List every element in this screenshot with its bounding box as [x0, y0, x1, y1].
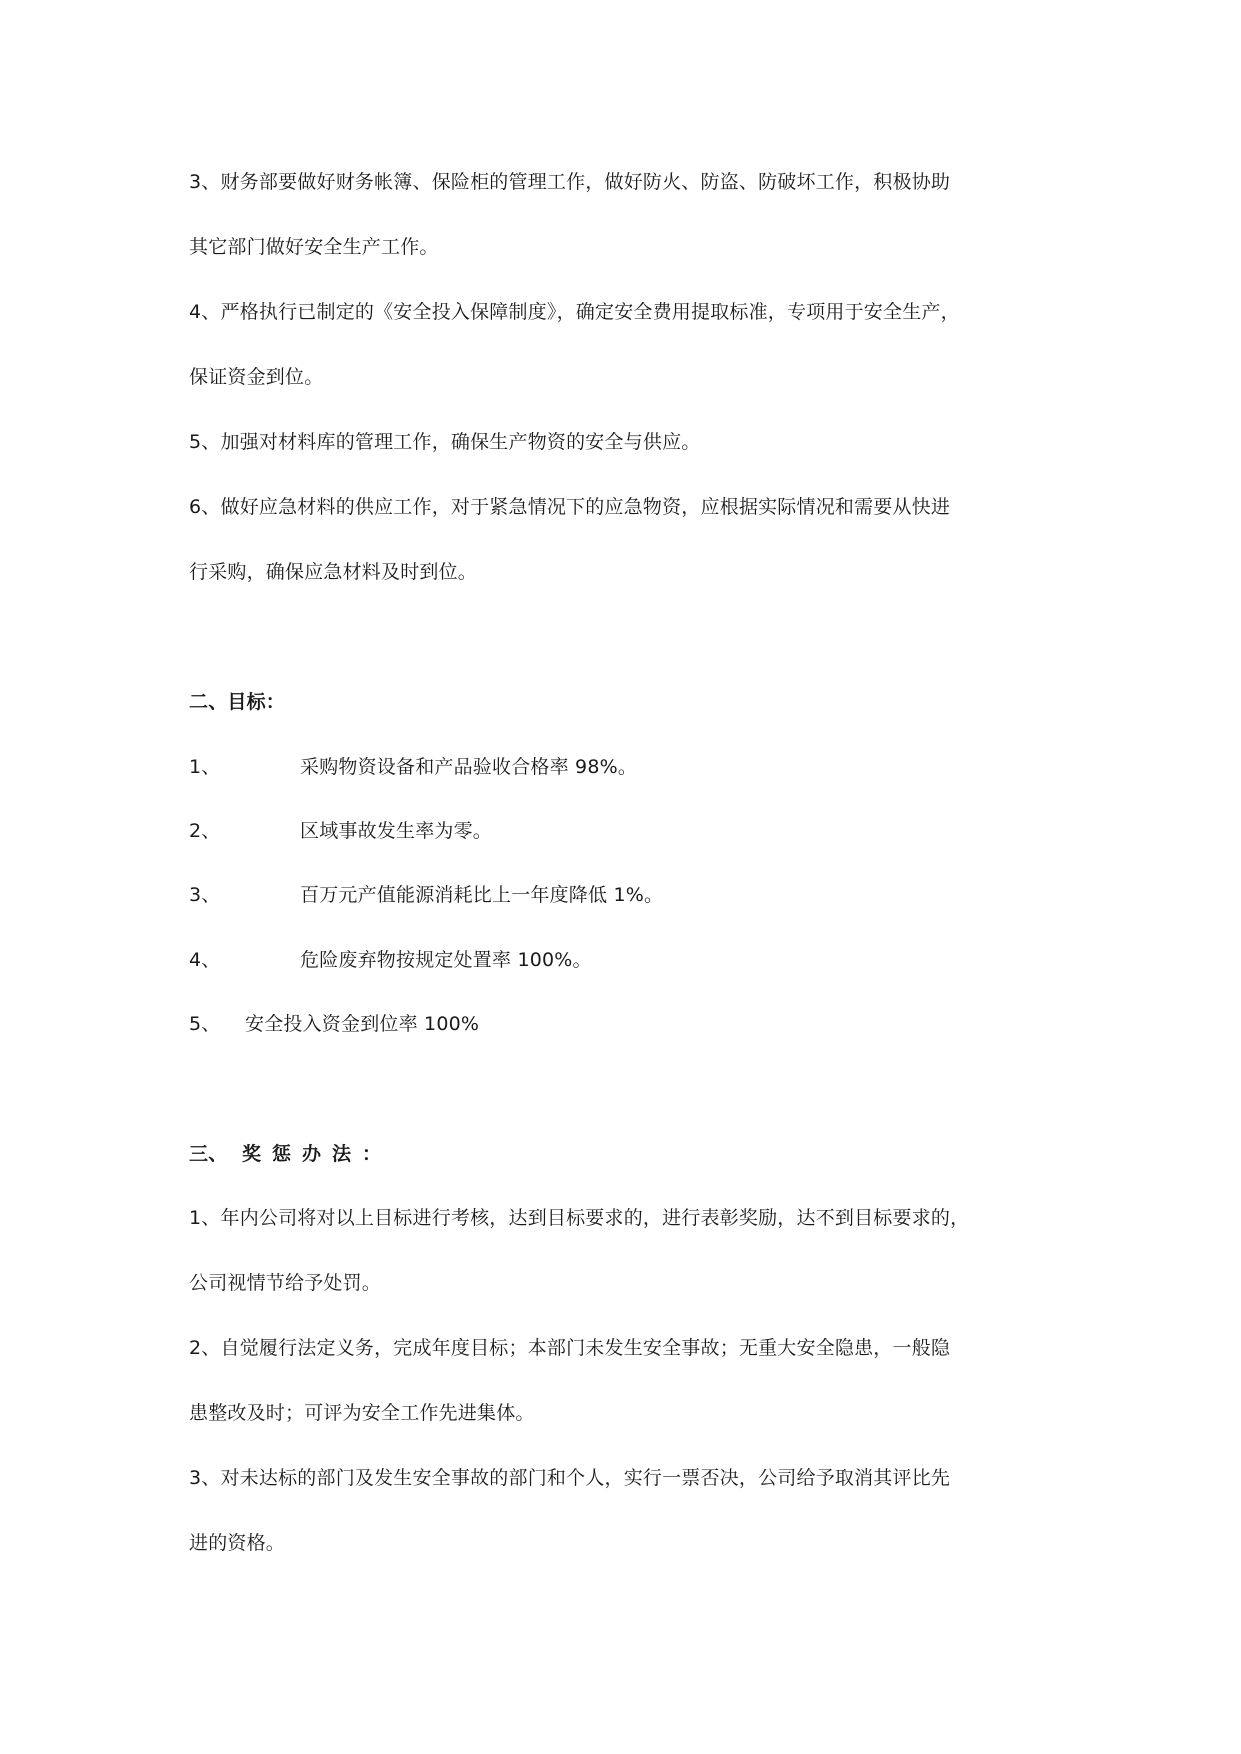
resp-item-5: 5、加强对材料库的管理工作，确保生产物资的安全与供应。	[189, 431, 701, 453]
goal-text: 区域事故发生率为零。	[300, 820, 493, 842]
resp-item-4-line-1: 4、严格执行已制定的《安全投入保障制度》，确定安全费用提取标准，专项用于安全生产，	[189, 301, 960, 323]
resp-item-6-line-1: 6、做好应急材料的供应工作，对于紧急情况下的应急物资，应根据实际情况和需要从快进	[189, 496, 951, 518]
goal-number: 4、	[189, 949, 221, 971]
rewards-heading-number: 三、	[189, 1143, 228, 1165]
goal-text: 采购物资设备和产品验收合格率 98%。	[300, 756, 638, 778]
resp-item-3-line-1: 3、财务部要做好财务帐簿、保险柜的管理工作，做好防火、防盗、防破坏工作，积极协助	[189, 171, 951, 193]
rewards-heading	[189, 1142, 589, 1166]
resp-item-3-line-2: 其它部门做好安全生产工作。	[189, 236, 439, 258]
rewards-heading-text: 奖惩办法：	[242, 1143, 393, 1165]
resp-item-6-line-2: 行采购，确保应急材料及时到位。	[189, 561, 478, 583]
goal-text: 安全投入资金到位率 100%	[245, 1013, 480, 1035]
rewards-item-2-line-2: 患整改及时；可评为安全工作先进集体。	[189, 1402, 535, 1424]
goal-item	[189, 1012, 889, 1036]
goals-heading: 二、目标：	[189, 691, 286, 713]
goal-text: 百万元产值能源消耗比上一年度降低 1%。	[300, 884, 664, 906]
goal-text: 危险废弃物按规定处置率 100%。	[300, 949, 592, 971]
resp-item-4-line-2: 保证资金到位。	[189, 366, 324, 388]
rewards-item-2-line-1: 2、自觉履行法定义务，完成年度目标；本部门未发生安全事故；无重大安全隐患，一般隐	[189, 1337, 951, 1359]
goal-item	[189, 819, 889, 843]
goal-number: 1、	[189, 756, 221, 778]
rewards-item-1-line-2: 公司视情节给予处罚。	[189, 1272, 382, 1294]
goal-item	[189, 883, 889, 907]
rewards-item-1-line-1: 1、年内公司将对以上目标进行考核，达到目标要求的，进行表彰奖励，达不到目标要求的，	[189, 1207, 970, 1229]
goal-number: 2、	[189, 820, 221, 842]
goal-item	[189, 755, 889, 779]
rewards-item-3-line-2: 进的资格。	[189, 1532, 286, 1554]
goal-item	[189, 948, 889, 972]
goal-number: 3、	[189, 884, 221, 906]
rewards-item-3-line-1: 3、对未达标的部门及发生安全事故的部门和个人，实行一票否决，公司给予取消其评比先	[189, 1467, 951, 1489]
goal-number: 5、	[189, 1013, 221, 1035]
